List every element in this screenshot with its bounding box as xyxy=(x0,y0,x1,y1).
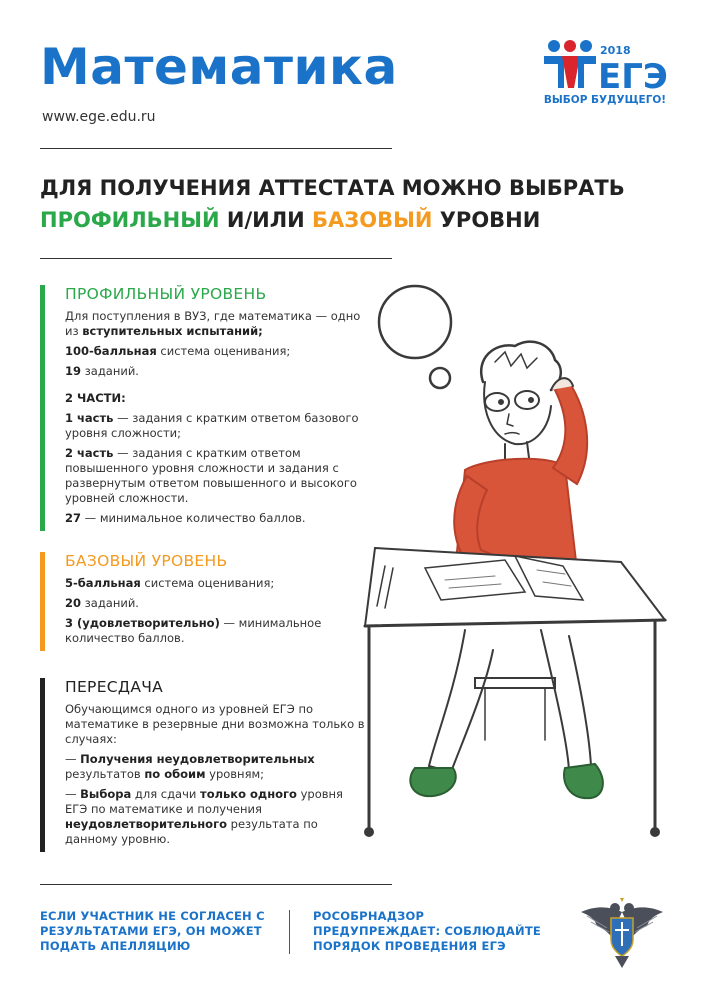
profile-parts-heading: 2 ЧАСТИ: xyxy=(65,391,126,405)
base-scale: 5-балльная система оценивания; xyxy=(65,576,275,590)
headline-profile-word: ПРОФИЛЬНЫЙ xyxy=(40,208,220,232)
base-tasks: 20 заданий. xyxy=(65,596,139,610)
student-at-desk-illustration xyxy=(355,270,695,870)
retake-heading: ПЕРЕСДАЧА xyxy=(65,678,164,696)
retake-case2: — Выбора для сдачи только одного уровня ЕГЭ по математике и получения неудовлетворительного результата по данному уровню. xyxy=(65,787,343,846)
retake-section xyxy=(40,678,365,852)
footer-divider xyxy=(40,884,392,885)
headline-line2 xyxy=(40,204,680,236)
logo-name: ЕГЭ xyxy=(598,57,668,94)
footer-appeal-note: ЕСЛИ УЧАСТНИК НЕ СОГЛАСЕН С РЕЗУЛЬТАТАМИ ЕГЭ, ОН МОЖЕТ ПОДАТЬ АПЕЛЛЯЦИЮ xyxy=(40,909,265,953)
rosobrnadzor-eagle-emblem-icon xyxy=(577,898,667,970)
headline-line1: ДЛЯ ПОЛУЧЕНИЯ АТТЕСТАТА МОЖНО ВЫБРАТЬ xyxy=(40,176,625,200)
profile-part2: 2 часть — задания с кратким ответом повышенного уровня сложности и задания с развернутым ответом повышенного и высокого уровней сложности. xyxy=(65,446,357,505)
retake-intro: Обучающимся одного из уровней ЕГЭ по математике в резервные дни возможна только в случаях: xyxy=(65,702,365,746)
profile-minimum: 27 — минимальное количество баллов. xyxy=(65,511,306,525)
profile-part1: 1 часть — задания с кратким ответом базового уровня сложности; xyxy=(65,411,359,440)
profile-scale: 100-балльная система оценивания; xyxy=(65,344,291,358)
headline-connector: И/ИЛИ xyxy=(219,208,313,232)
footer-separator xyxy=(289,910,290,954)
base-minimum: 3 (удовлетворительно) — минимальное количество баллов. xyxy=(65,616,322,645)
website-link[interactable]: www.ege.edu.ru xyxy=(42,109,156,125)
base-level-section xyxy=(40,552,365,651)
headline xyxy=(40,172,680,236)
headline-divider xyxy=(40,258,392,259)
profile-admission: Для поступления в ВУЗ, где математика — одно из вступительных испытаний; xyxy=(65,309,361,338)
profile-heading: ПРОФИЛЬНЫЙ УРОВЕНЬ xyxy=(65,285,267,303)
retake-case1: — Получения неудовлетворительных результатов по обоим уровням; xyxy=(65,752,315,781)
ege-logo-icon xyxy=(540,38,670,113)
footer-warning-note: РОСОБРНАДЗОР ПРЕДУПРЕЖДАЕТ: СОБЛЮДАЙТЕ ПОРЯДОК ПРОВЕДЕНИЯ ЕГЭ xyxy=(313,909,541,953)
headline-tail: УРОВНИ xyxy=(432,208,541,232)
header-divider xyxy=(40,148,392,149)
profile-tasks: 19 заданий. xyxy=(65,364,139,378)
logo-slogan: ВЫБОР БУДУЩЕГО! xyxy=(543,94,667,106)
page-title: Математика xyxy=(40,38,398,96)
headline-base-word: БАЗОВЫЙ xyxy=(312,208,433,232)
base-heading: БАЗОВЫЙ УРОВЕНЬ xyxy=(65,552,228,570)
profile-level-section xyxy=(40,285,365,531)
logo-year: 2018 xyxy=(600,44,631,57)
